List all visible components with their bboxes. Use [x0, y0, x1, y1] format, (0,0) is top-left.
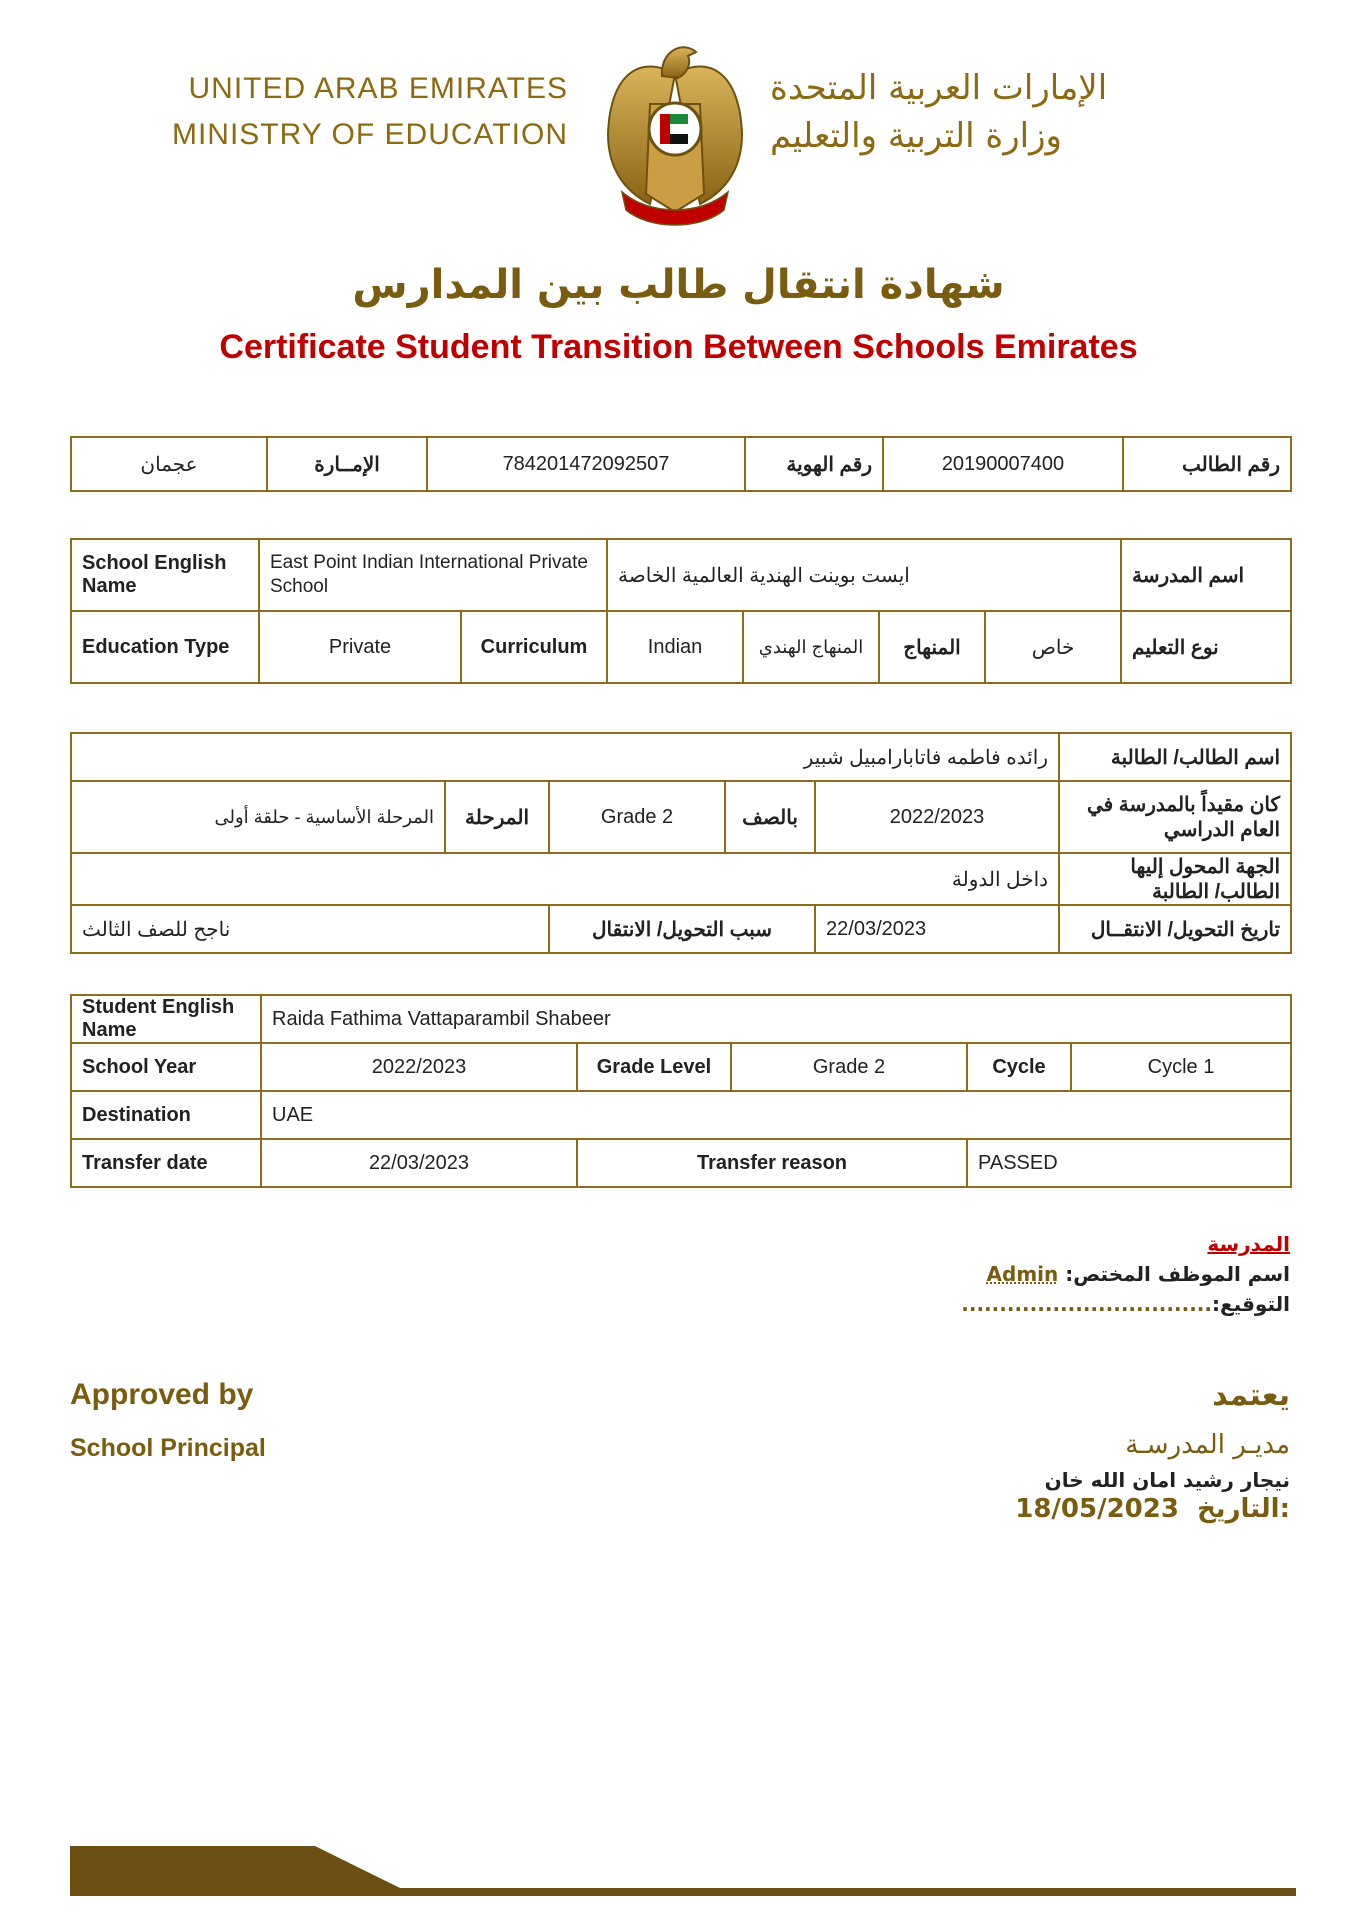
destination-en-value: UAE: [261, 1091, 1291, 1139]
approved-by-en: Approved by: [70, 1378, 254, 1411]
school-en-name-label: School English Name: [71, 539, 259, 611]
approved-by-ar: يعتمد: [1212, 1378, 1290, 1413]
header-ministry-ar: وزارة التربية والتعليم: [770, 116, 1062, 156]
header-ministry-en: MINISTRY OF EDUCATION: [171, 118, 568, 151]
school-ar-name: ايست بوينت الهندية العالمية الخاصة: [607, 539, 1121, 611]
transfer-date-ar-value: 22/03/2023: [815, 905, 1059, 953]
student-ar-name: رائده فاطمه فاتابارامبيل شبير: [71, 733, 1059, 781]
grade-ar-label: بالصف: [725, 781, 815, 853]
education-type-ar-value: خاص: [985, 611, 1121, 683]
grade-level-label: Grade Level: [577, 1043, 731, 1091]
school-ar-name-label: اسم المدرسة: [1121, 539, 1291, 611]
footer-bar: [70, 1846, 1296, 1904]
transfer-reason-ar-value: ناجح للصف الثالث: [71, 905, 549, 953]
education-type-label: Education Type: [71, 611, 259, 683]
approval-date-label: التاريخ:: [1197, 1494, 1290, 1524]
stage-value: المرحلة الأساسية - حلقة أولى: [71, 781, 445, 853]
principal-en: School Principal: [70, 1434, 266, 1462]
approval-date-line: [890, 1494, 1290, 1524]
principal-ar: مديـر المدرسـة: [1125, 1430, 1290, 1460]
school-table: [70, 538, 1292, 684]
enrolled-year-label: كان مقيداً بالمدرسة في العام الدراسي: [1059, 781, 1291, 853]
student-ar-table: [70, 732, 1292, 954]
title-ar: شهادة انتقال طالب بين المدارس: [352, 262, 1005, 308]
transfer-date-en-value: 22/03/2023: [261, 1139, 577, 1187]
officer-label: اسم الموظف المختص:: [1065, 1262, 1290, 1286]
destination-ar-value: داخل الدولة: [71, 853, 1059, 905]
curriculum-label: Curriculum: [461, 611, 607, 683]
transfer-date-en-label: Transfer date: [71, 1139, 261, 1187]
school-sign-title: المدرسة: [1207, 1232, 1290, 1256]
officer-line: [800, 1262, 1290, 1286]
student-en-name: Raida Fathima Vattaparambil Shabeer: [261, 995, 1291, 1043]
curriculum-ar-label: المنهاج: [879, 611, 985, 683]
stage-label: المرحلة: [445, 781, 549, 853]
student-ar-name-label: اسم الطالب/ الطالبة: [1059, 733, 1291, 781]
signature-line: [800, 1292, 1290, 1316]
school-year-value: 2022/2023: [261, 1043, 577, 1091]
signature-label: التوقيع:: [1212, 1292, 1290, 1316]
grade-level-value: Grade 2: [731, 1043, 967, 1091]
title-en: Certificate Student Transition Between Schools Emirates: [219, 328, 1138, 366]
school-en-name: East Point Indian International Private School: [259, 539, 607, 611]
destination-ar-label: الجهة المحول إليها الطالب/ الطالبة: [1059, 853, 1291, 905]
curriculum-value: Indian: [607, 611, 743, 683]
uae-emblem: [600, 34, 750, 229]
enrolled-year-value: 2022/2023: [815, 781, 1059, 853]
education-type-value: Private: [259, 611, 461, 683]
header-country-ar: الإمارات العربية المتحدة: [770, 68, 1108, 108]
curriculum-ar-value: المنهاج الهندي: [743, 611, 879, 683]
cycle-value: Cycle 1: [1071, 1043, 1291, 1091]
emirate-label: الإمــارة: [267, 437, 427, 491]
id-number-label: رقم الهوية: [745, 437, 883, 491]
officer-name: Admin: [986, 1262, 1059, 1286]
grade-ar-value: Grade 2: [549, 781, 725, 853]
principal-name: نيجار رشيد امان الله خان: [1044, 1468, 1290, 1492]
emirate-value: عجمان: [71, 437, 267, 491]
transfer-reason-en-label: Transfer reason: [577, 1139, 967, 1187]
transfer-reason-en-value: PASSED: [967, 1139, 1291, 1187]
student-no-value: 20190007400: [883, 437, 1123, 491]
header-country-en: UNITED ARAB EMIRATES: [188, 72, 568, 105]
destination-en-label: Destination: [71, 1091, 261, 1139]
approval-date: 18/05/2023: [1015, 1494, 1179, 1524]
id-table: [70, 436, 1292, 492]
transfer-reason-ar-label: سبب التحويل/ الانتقال: [549, 905, 815, 953]
education-type-ar-label: نوع التعليم: [1121, 611, 1291, 683]
cycle-label: Cycle: [967, 1043, 1071, 1091]
transfer-date-ar-label: تاريخ التحويل/ الانتقــال: [1059, 905, 1291, 953]
student-en-table: [70, 994, 1292, 1188]
student-no-label: رقم الطالب: [1123, 437, 1291, 491]
id-number-value: 784201472092507: [427, 437, 745, 491]
student-en-name-label: Student English Name: [71, 995, 261, 1043]
school-year-label: School Year: [71, 1043, 261, 1091]
signature-dots: .................................: [961, 1292, 1212, 1316]
